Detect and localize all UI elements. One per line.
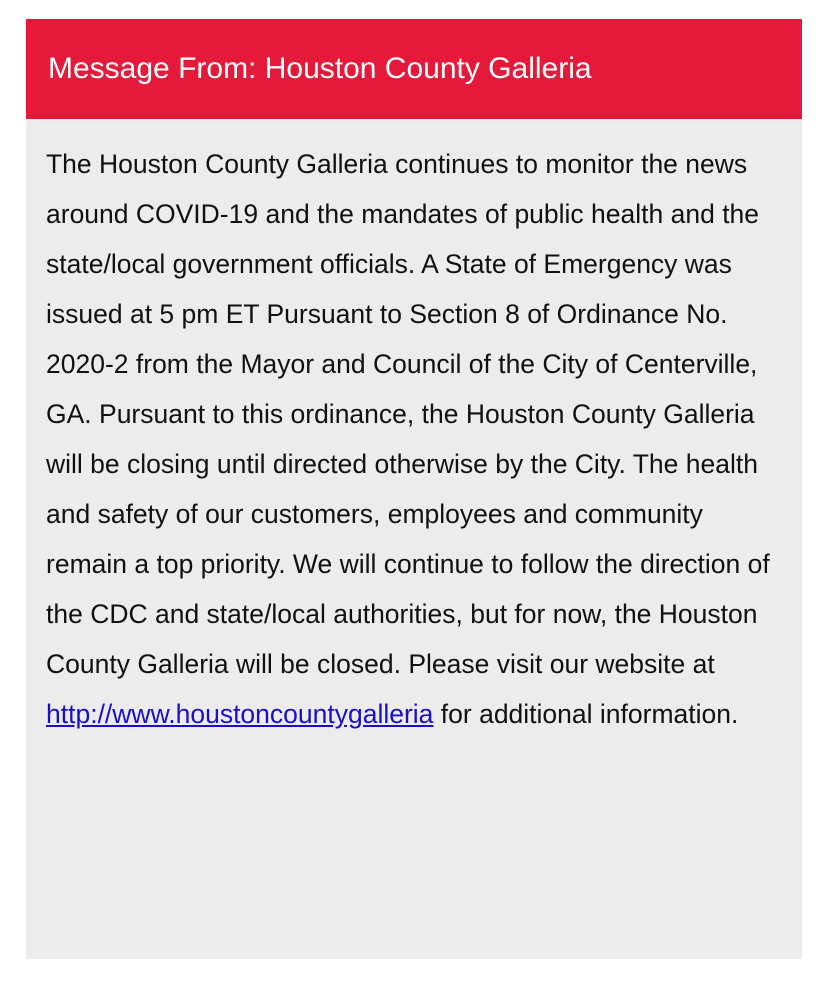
- message-body: [26, 119, 802, 739]
- message-header-title: Message From: Houston County Galleria: [48, 52, 592, 85]
- message-body-text: The Houston County Galleria continues to monitor the news around COVID-19 and the mandates of public health and the state/local government officials. A State of Emergency was issued at 5 pm ET Pursuant to Section 8 of Ordinance No. 2020-2 from the Mayor and Council of the City of Centerville, GA. Pursuant to this ordinance, the Houston County Galleria will be closing until directed otherwise by the City. The health and safety of our customers, employees and community remain a top priority. We will continue to follow the direction of the CDC and state/local authorities, but for now, the Houston County Galleria will be closed. Please visit our website at: [46, 149, 770, 679]
- website-link[interactable]: http://www.houstoncountygalleria: [46, 699, 434, 729]
- message-header: [26, 19, 802, 119]
- message-card: [26, 19, 802, 959]
- message-trailing-text: for additional information.: [440, 699, 739, 729]
